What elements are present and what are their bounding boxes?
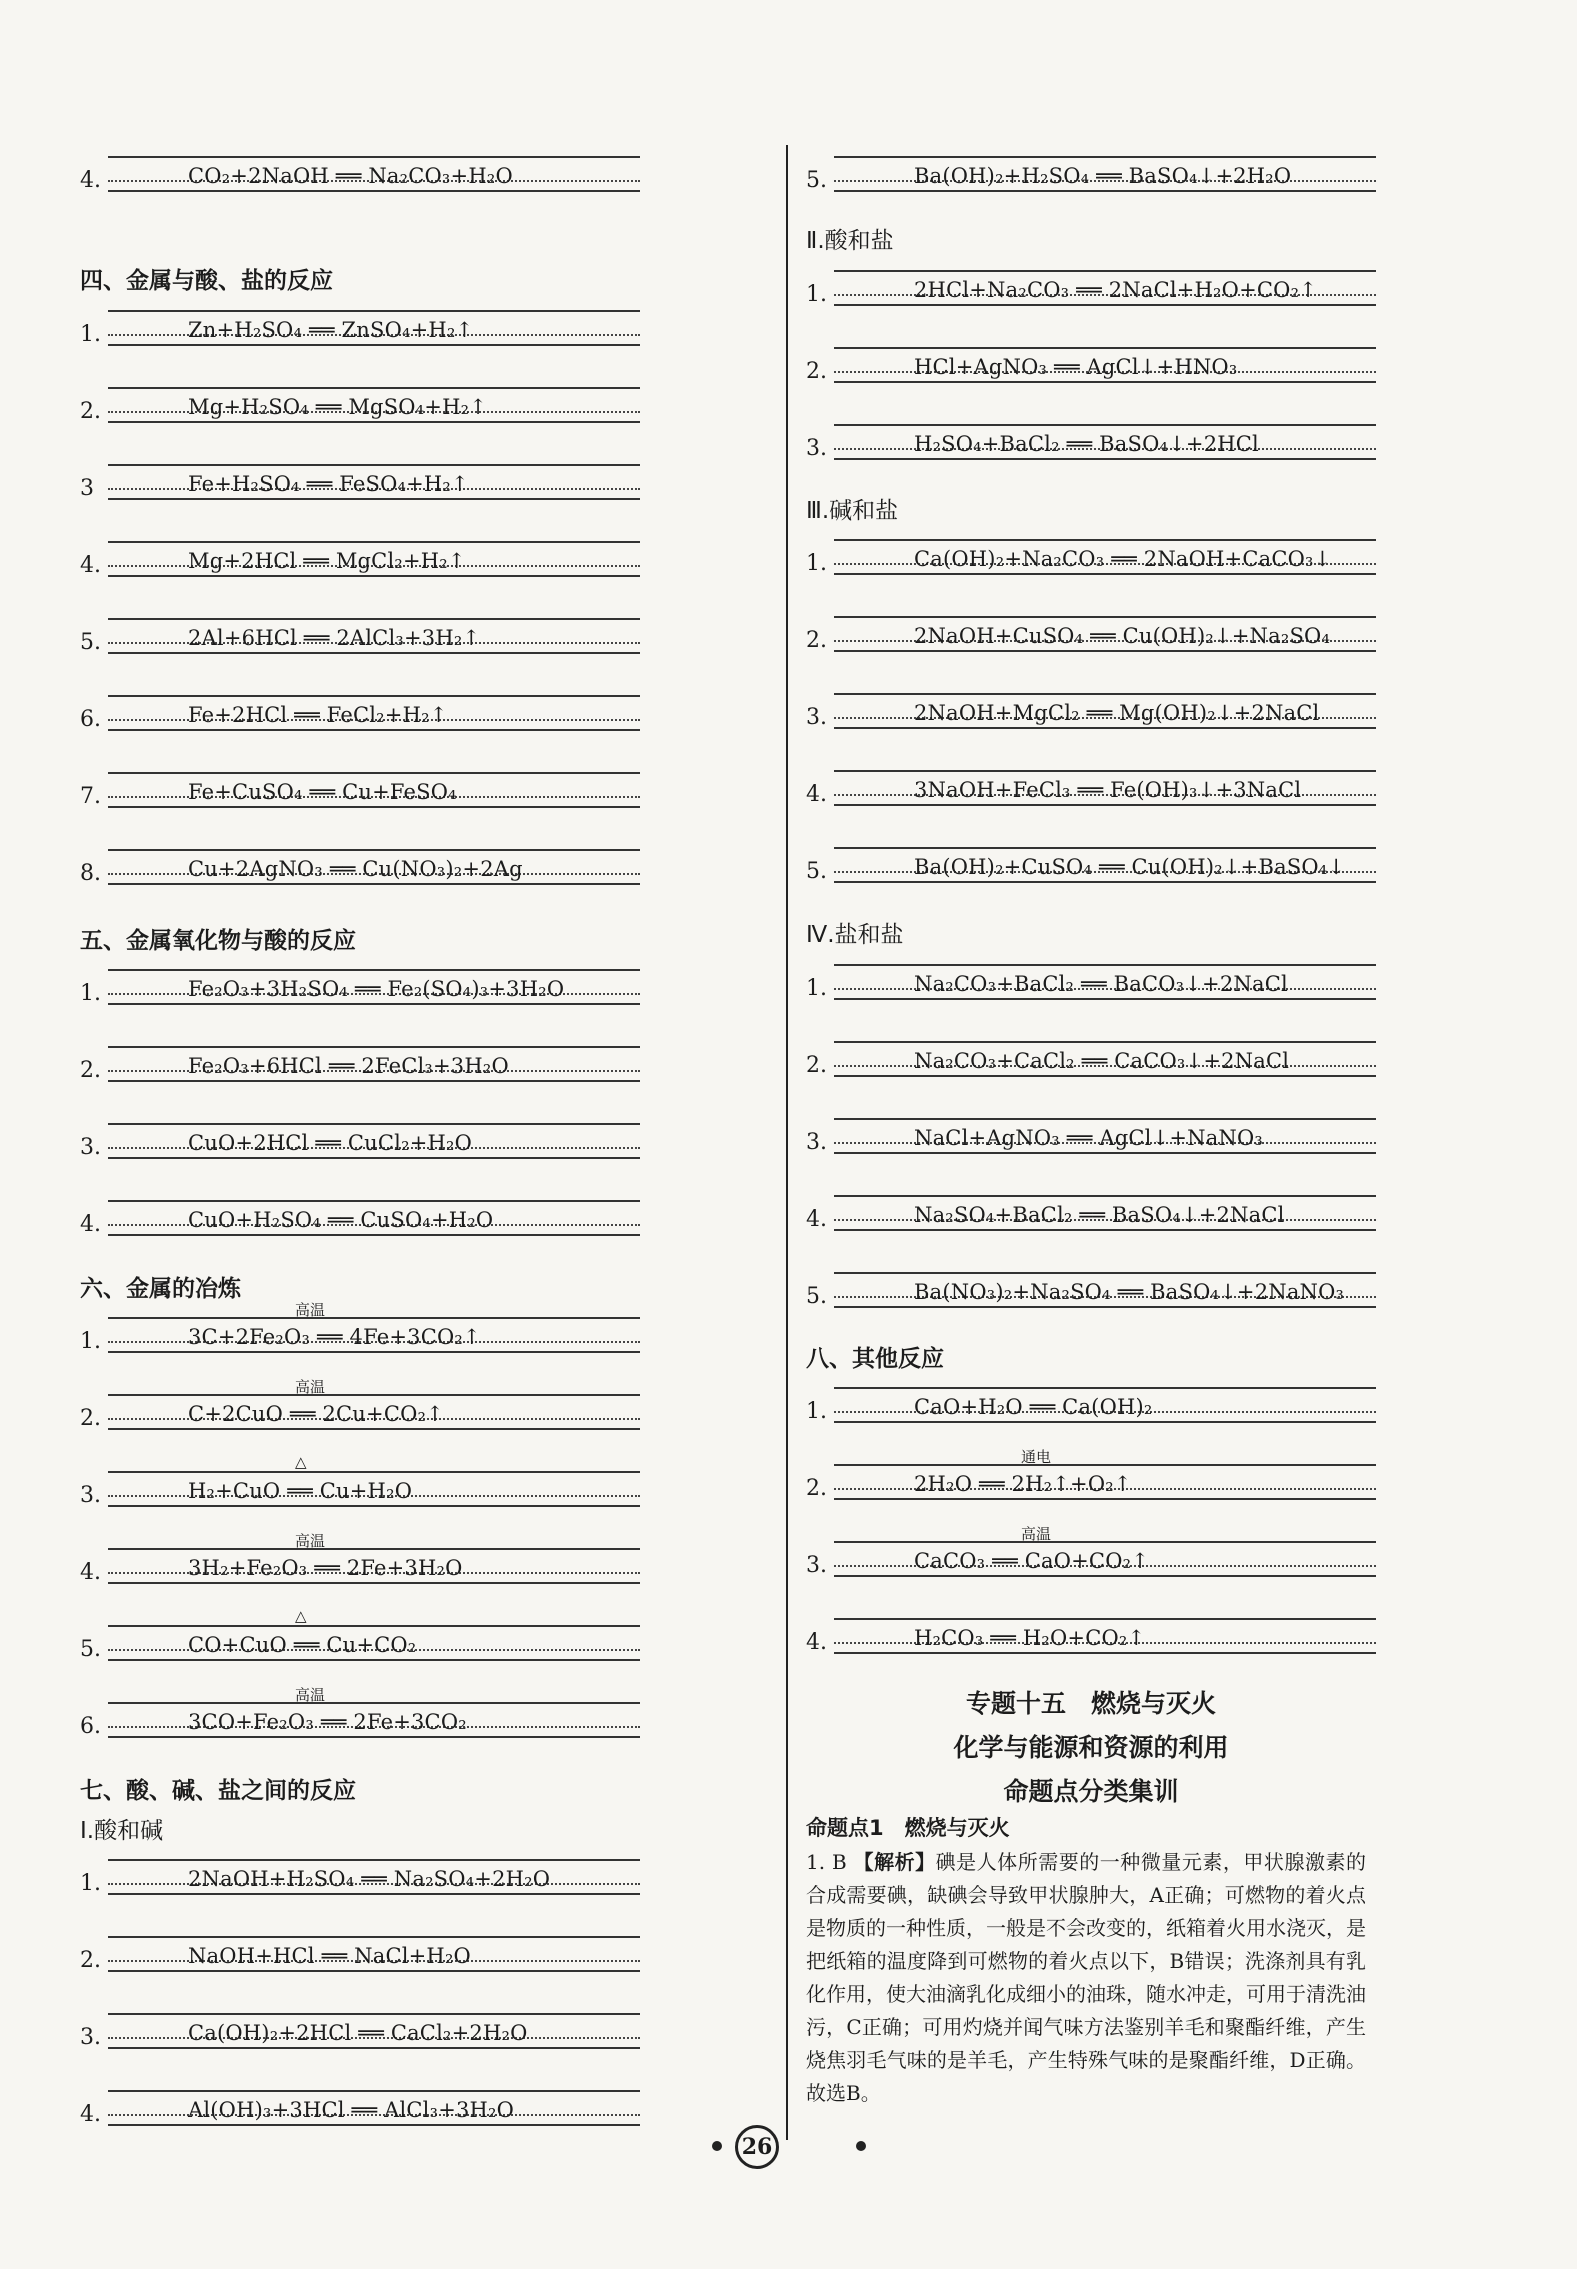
reaction-condition: 高温 bbox=[295, 1686, 326, 1704]
reaction-condition: 高温 bbox=[1021, 1525, 1052, 1543]
equation-line bbox=[80, 1686, 640, 1742]
item-number: 4. bbox=[80, 1212, 101, 1237]
equation-line bbox=[806, 420, 1376, 464]
equation: H₂+CuO ══ Cu+H₂O bbox=[188, 1479, 413, 1503]
equation-line bbox=[80, 1607, 640, 1665]
equation-line bbox=[80, 383, 640, 427]
item-number: 7. bbox=[80, 784, 101, 809]
item-number: 3. bbox=[80, 1483, 101, 1508]
item-number: 3. bbox=[806, 1553, 827, 1578]
equation-line bbox=[806, 1448, 1376, 1504]
equation-line bbox=[80, 1453, 640, 1511]
item-number: 5. bbox=[80, 630, 101, 655]
equation-line bbox=[806, 266, 1376, 310]
item-number: 1. bbox=[80, 1329, 101, 1354]
equation: Fe+H₂SO₄ ══ FeSO₄+H₂↑ bbox=[188, 472, 469, 496]
decorative-dot bbox=[712, 2141, 722, 2151]
item-number: 4. bbox=[80, 168, 101, 193]
equation-line bbox=[80, 306, 640, 350]
equation-line bbox=[80, 152, 640, 196]
topic-subtitle: 化学与能源和资源的利用 bbox=[953, 1733, 1229, 1762]
equation-line bbox=[806, 843, 1376, 887]
item-number: 1. bbox=[80, 981, 101, 1006]
item-number: 5. bbox=[806, 859, 827, 884]
equation: Ca(OH)₂+Na₂CO₃ ══ 2NaOH+CaCO₃↓ bbox=[914, 547, 1332, 571]
equation-line bbox=[80, 845, 640, 889]
equation: Fe+CuSO₄ ══ Cu+FeSO₄ bbox=[188, 780, 457, 804]
answer-paragraph bbox=[806, 1846, 1366, 2110]
column-divider bbox=[786, 145, 788, 2140]
item-number: 2. bbox=[806, 1053, 827, 1078]
equation-line bbox=[80, 460, 640, 504]
equation: Ca(OH)₂+2HCl ══ CaCl₂+2H₂O bbox=[188, 2021, 528, 2045]
item-number: 2. bbox=[806, 628, 827, 653]
equation-line bbox=[806, 1268, 1376, 1312]
analysis-text: 碘是人体所需要的一种微量元素，甲状腺激素的合成需要碘，缺碘会导致甲状腺肿大，A正确；可燃物的着火点是物质的一种性质，一般是不会改变的，纸箱着火用水浇灭，是把纸箱的温度降到可燃物的着火点以下，B错误；洗涤剂具有乳化作用，使大油滴乳化成细小的油珠，随水冲走，可用于清洗油污，C正确；可用灼烧并闻气味方法鉴别羊毛和聚酯纤维，产生烧焦羽毛气味的是羊毛，产生特殊气味的是聚酯纤维，D正确。故选B。 bbox=[806, 1850, 1367, 2105]
equation-line bbox=[806, 1383, 1376, 1427]
equation: Al(OH)₃+3HCl ══ AlCl₃+3H₂O bbox=[188, 2098, 515, 2122]
item-number: 5. bbox=[806, 168, 827, 193]
item-number: 2. bbox=[806, 1476, 827, 1501]
item-number: 1. bbox=[806, 282, 827, 307]
equation: NaCl+AgNO₃ ══ AgCl↓+NaNO₃ bbox=[914, 1126, 1264, 1150]
equation: Ba(OH)₂+CuSO₄ ══ Cu(OH)₂↓+BaSO₄↓ bbox=[914, 855, 1346, 879]
item-number: 8. bbox=[80, 861, 101, 886]
item-number: 3. bbox=[80, 2025, 101, 2050]
equation: 2NaOH+CuSO₄ ══ Cu(OH)₂↓+Na₂SO₄ bbox=[914, 624, 1331, 648]
equation: 2HCl+Na₂CO₃ ══ 2NaCl+H₂O+CO₂↑ bbox=[914, 278, 1317, 302]
equation: Ba(OH)₂+H₂SO₄ ══ BaSO₄↓+2H₂O bbox=[914, 164, 1292, 188]
equation: CO+CuO ══ Cu+CO₂ bbox=[188, 1633, 417, 1657]
equation-line bbox=[80, 1932, 640, 1976]
equation: C+2CuO ══ 2Cu+CO₂↑ bbox=[188, 1402, 444, 1426]
section-title: 七、酸、碱、盐之间的反应 bbox=[80, 1778, 356, 1804]
equation-line bbox=[806, 1614, 1376, 1658]
topic-title: 专题十五 燃烧与灭火 bbox=[965, 1689, 1216, 1718]
decorative-dot bbox=[856, 2141, 866, 2151]
equation: 2Al+6HCl ══ 2AlCl₃+3H₂↑ bbox=[188, 626, 481, 650]
equation: Mg+2HCl ══ MgCl₂+H₂↑ bbox=[188, 549, 466, 573]
equation: H₂CO₃ ══ H₂O+CO₂↑ bbox=[914, 1626, 1146, 1650]
section-title: 八、其他反应 bbox=[806, 1346, 944, 1372]
equation-line bbox=[80, 1378, 640, 1434]
reaction-condition: 高温 bbox=[295, 1378, 326, 1396]
equation: 3NaOH+FeCl₃ ══ Fe(OH)₃↓+3NaCl bbox=[914, 778, 1302, 802]
equation-line bbox=[806, 1114, 1376, 1158]
equation: Fe₂O₃+6HCl ══ 2FeCl₃+3H₂O bbox=[188, 1054, 509, 1078]
equation: Mg+H₂SO₄ ══ MgSO₄+H₂↑ bbox=[188, 395, 488, 419]
equation: 2NaOH+H₂SO₄ ══ Na₂SO₄+2H₂O bbox=[188, 1867, 551, 1891]
equation-line bbox=[80, 537, 640, 581]
item-number: 2. bbox=[806, 359, 827, 384]
equation-line bbox=[806, 1037, 1376, 1081]
equation-line bbox=[80, 2086, 640, 2130]
equation-line bbox=[80, 1042, 640, 1086]
subsection-title: Ⅳ.盐和盐 bbox=[806, 922, 904, 948]
item-number: 4. bbox=[80, 2102, 101, 2127]
item-number: 1. bbox=[80, 1871, 101, 1896]
equation-line bbox=[806, 960, 1376, 1004]
reaction-condition: 高温 bbox=[295, 1532, 326, 1550]
equation: Zn+H₂SO₄ ══ ZnSO₄+H₂↑ bbox=[188, 318, 474, 342]
item-number: 2. bbox=[80, 1406, 101, 1431]
item-number: 3 bbox=[80, 476, 94, 501]
item-number: 5. bbox=[806, 1284, 827, 1309]
equation-line bbox=[806, 343, 1376, 387]
subsection-title: Ⅲ.碱和盐 bbox=[806, 498, 899, 524]
equation-line bbox=[80, 2009, 640, 2053]
page-number: 26 bbox=[735, 2125, 779, 2169]
reaction-condition: △ bbox=[295, 1607, 307, 1625]
equation: H₂SO₄+BaCl₂ ══ BaSO₄↓+2HCl bbox=[914, 432, 1259, 456]
item-number: 2. bbox=[80, 1948, 101, 1973]
equation-line bbox=[80, 614, 640, 658]
item-number: 3. bbox=[80, 1135, 101, 1160]
topic-heading: 命题点分类集训 bbox=[1003, 1777, 1179, 1806]
equation: CaCO₃ ══ CaO+CO₂↑ bbox=[914, 1549, 1150, 1573]
reaction-condition: 高温 bbox=[295, 1301, 326, 1319]
proposition-point: 命题点1 燃烧与灭火 bbox=[806, 1816, 1010, 1840]
equation-line bbox=[80, 1532, 640, 1588]
subsection-title: Ⅱ.酸和盐 bbox=[806, 228, 894, 254]
item-number: 1. bbox=[806, 551, 827, 576]
reaction-condition: △ bbox=[295, 1453, 307, 1471]
subsection-title: Ⅰ.酸和碱 bbox=[80, 1818, 164, 1844]
equation: HCl+AgNO₃ ══ AgCl↓+HNO₃ bbox=[914, 355, 1238, 379]
item-number: 4. bbox=[80, 553, 101, 578]
equation-line bbox=[80, 691, 640, 735]
equation: 3H₂+Fe₂O₃ ══ 2Fe+3H₂O bbox=[188, 1556, 463, 1580]
equation-line bbox=[806, 152, 1376, 196]
equation-line bbox=[806, 689, 1376, 733]
equation-line bbox=[806, 766, 1376, 810]
item-number: 3. bbox=[806, 1130, 827, 1155]
item-number: 3. bbox=[806, 705, 827, 730]
item-number: 1. bbox=[80, 322, 101, 347]
equation: Na₂CO₃+BaCl₂ ══ BaCO₃↓+2NaCl bbox=[914, 972, 1288, 996]
equation: Na₂CO₃+CaCl₂ ══ CaCO₃↓+2NaCl bbox=[914, 1049, 1290, 1073]
item-number: 4. bbox=[806, 1630, 827, 1655]
equation: 3CO+Fe₂O₃ ══ 2Fe+3CO₂ bbox=[188, 1710, 467, 1734]
equation-line bbox=[806, 1191, 1376, 1235]
item-number: 2. bbox=[80, 1058, 101, 1083]
equation-line bbox=[80, 768, 640, 812]
equation-line bbox=[806, 612, 1376, 656]
equation-line bbox=[80, 1119, 640, 1163]
equation: NaOH+HCl ══ NaCl+H₂O bbox=[188, 1944, 471, 1968]
equation: CuO+2HCl ══ CuCl₂+H₂O bbox=[188, 1131, 473, 1155]
item-number: 4. bbox=[806, 782, 827, 807]
equation-line bbox=[80, 965, 640, 1009]
section-title: 六、金属的冶炼 bbox=[80, 1276, 241, 1302]
equation: CuO+H₂SO₄ ══ CuSO₄+H₂O bbox=[188, 1208, 494, 1232]
equation: 2NaOH+MgCl₂ ══ Mg(OH)₂↓+2NaCl bbox=[914, 701, 1320, 725]
item-number: 5. bbox=[80, 1637, 101, 1662]
item-number: 2. bbox=[80, 399, 101, 424]
equation-line bbox=[80, 1301, 640, 1357]
item-number: 4. bbox=[80, 1560, 101, 1585]
reaction-condition: 通电 bbox=[1021, 1448, 1052, 1466]
equation: CO₂+2NaOH ══ Na₂CO₃+H₂O bbox=[188, 164, 513, 188]
equation-line bbox=[80, 1855, 640, 1899]
equation: CaO+H₂O ══ Ca(OH)₂ bbox=[914, 1395, 1153, 1419]
item-number: 1. bbox=[806, 1399, 827, 1424]
equation: Cu+2AgNO₃ ══ Cu(NO₃)₂+2Ag bbox=[188, 857, 523, 881]
section-title: 五、金属氧化物与酸的反应 bbox=[80, 928, 356, 954]
item-number: 3. bbox=[806, 436, 827, 461]
item-number: 6. bbox=[80, 707, 101, 732]
section-title: 四、金属与酸、盐的反应 bbox=[80, 268, 333, 294]
item-number: 1. bbox=[806, 976, 827, 1001]
analysis-label: 【解析】 bbox=[853, 1850, 936, 1874]
equation: Fe+2HCl ══ FeCl₂+H₂↑ bbox=[188, 703, 448, 727]
item-number: 6. bbox=[80, 1714, 101, 1739]
equation: 2H₂O ══ 2H₂↑+O₂↑ bbox=[914, 1472, 1132, 1496]
equation-line bbox=[806, 1525, 1376, 1581]
equation: 3C+2Fe₂O₃ ══ 4Fe+3CO₂↑ bbox=[188, 1325, 481, 1349]
equation: Fe₂O₃+3H₂SO₄ ══ Fe₂(SO₄)₃+3H₂O bbox=[188, 977, 565, 1001]
equation: Na₂SO₄+BaCl₂ ══ BaSO₄↓+2NaCl bbox=[914, 1203, 1285, 1227]
equation: Ba(NO₃)₂+Na₂SO₄ ══ BaSO₄↓+2NaNO₃ bbox=[914, 1280, 1345, 1304]
item-number: 4. bbox=[806, 1207, 827, 1232]
equation-line bbox=[806, 535, 1376, 579]
equation-line bbox=[80, 1196, 640, 1240]
answer-number: 1. B bbox=[806, 1850, 847, 1874]
